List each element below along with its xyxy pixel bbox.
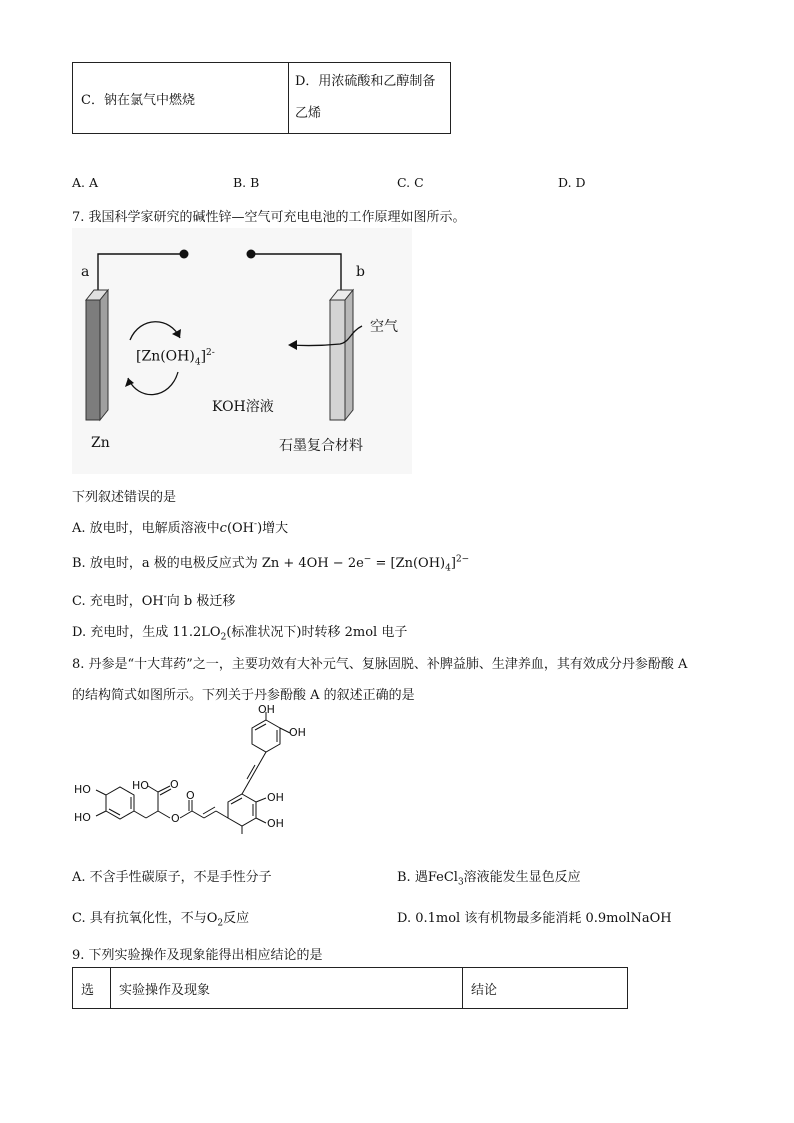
koh-solution-label: KOH溶液 <box>212 399 274 415</box>
q7-option-b-text: B. 放电时，a 极的电极反应式为 <box>72 556 258 571</box>
q9-header-operation: 实验操作及现象 <box>111 968 463 1009</box>
label-o-carbonyl: O <box>186 789 195 802</box>
zincate-ion-close: ] <box>200 348 207 365</box>
terminal-left <box>180 250 189 259</box>
ring-middle <box>228 794 256 826</box>
q6-cell-d-line2: 乙烯 <box>295 106 322 121</box>
terminal-right <box>247 250 256 259</box>
zincate-ion-main: [Zn(OH) <box>136 348 195 365</box>
electrode-a-label: a <box>81 264 90 280</box>
q6-cell-c: C．钠在氯气中燃烧 <box>73 63 289 134</box>
q7-option-b-eq3: ] <box>450 556 456 571</box>
air-label: 空气 <box>370 319 398 335</box>
q7-option-b-eq-sub: 4 <box>445 563 451 574</box>
zincate-ion-label <box>136 348 215 367</box>
q8-option-c-text: C. 具有抗氧化性，不与 <box>72 911 207 926</box>
q7-option-d-sub: 2 <box>220 632 227 643</box>
graphite-electrode-front <box>330 300 345 420</box>
q6-option-b: B. B <box>233 175 260 190</box>
q7-option-b-eq2: = [Zn(OH) <box>371 556 446 571</box>
q7-option-a-c: c <box>219 521 227 536</box>
graphite-electrode-side <box>345 290 353 420</box>
q7-option-d-end: (标准状况下)时转移 2mol 电子 <box>226 625 408 640</box>
q7-option-a-text: A. 放电时，电解质溶液中 <box>72 521 220 536</box>
ring-left <box>106 787 134 819</box>
q9-header-conclusion: 结论 <box>463 968 628 1009</box>
label-oh-3: OH <box>267 791 284 804</box>
q6-option-c: C. C <box>397 175 424 190</box>
label-oh-2: OH <box>289 726 306 739</box>
q7-option-c-text: C. 充电时，OH <box>72 594 164 609</box>
q8-option-b-text: B. 遇 <box>397 870 428 885</box>
zn-label: Zn <box>91 435 110 451</box>
label-oh-4: OH <box>267 817 284 830</box>
q8-stem-line2: 的结构简式如图所示。下列关于丹参酚酸 A 的叙述正确的是 <box>72 688 415 703</box>
q9-table <box>72 967 628 1009</box>
q8-option-c <box>72 907 249 929</box>
q8-option-d: D. 0.1mol 该有机物最多能消耗 0.9molNaOH <box>397 911 672 926</box>
q7-option-d <box>72 621 407 643</box>
q7-option-c-sup: - <box>163 592 167 603</box>
q9-stem: 9. 下列实验操作及现象能得出相应结论的是 <box>72 948 323 963</box>
q7-option-c-end: 向 b 极迁移 <box>166 594 236 609</box>
q8-option-a: A. 不含手性碳原子，不是手性分子 <box>72 870 272 885</box>
q8-option-b <box>397 866 581 888</box>
salvianolic-acid-structure <box>70 703 320 854</box>
q7-option-c <box>72 590 235 609</box>
structure-svg <box>70 706 320 854</box>
q8-option-b-sub: 3 <box>457 877 464 888</box>
electrode-b-label: b <box>356 264 365 280</box>
label-ho-acid: HO <box>132 779 149 792</box>
graphite-label: 石墨复合材料 <box>279 438 363 454</box>
q7-stem: 7. 我国科学家研究的碱性锌—空气可充电电池的工作原理如图所示。 <box>72 210 466 225</box>
zincate-ion-sub: 4 <box>194 357 201 368</box>
q7-option-a-end: )增大 <box>257 521 289 536</box>
q7-option-b-eq: Zn + 4OH − 2e <box>261 556 364 571</box>
q8-option-c-end: 反应 <box>223 911 250 926</box>
q9-header-option: 选 <box>73 968 111 1009</box>
q8-option-b-end: 溶液能发生显色反应 <box>463 870 581 885</box>
q9-table-header-row <box>73 968 628 1009</box>
label-o-acid: O <box>170 778 179 791</box>
q8-option-c-chem: O <box>206 911 218 926</box>
label-oh-1: OH <box>258 703 275 716</box>
q8-option-c-sub: 2 <box>217 918 224 929</box>
q7-option-b-eq-sup2: 2− <box>455 554 470 565</box>
q6-options-table <box>72 62 451 134</box>
q7-option-d-text: D. 充电时，生成 11.2LO <box>72 625 221 640</box>
q7-option-a-sup: - <box>254 519 258 530</box>
q7-option-a-oh: (OH <box>226 521 255 536</box>
zn-electrode-side <box>100 290 108 420</box>
q6-option-a: A. A <box>72 175 99 190</box>
q7-option-b <box>72 552 469 574</box>
label-ho-2: HO <box>74 811 91 824</box>
zincate-ion-charge: 2- <box>206 348 215 358</box>
ring-top <box>252 720 280 752</box>
q6-option-d: D. D <box>558 175 586 190</box>
q7-option-b-eq-sup: − <box>363 554 372 565</box>
q7-option-a <box>72 517 288 536</box>
q6-cell-d-line1: D．用浓硫酸和乙醇制备 <box>295 74 436 89</box>
zn-electrode-front <box>86 300 100 420</box>
q7-prompt: 下列叙述错误的是 <box>72 490 177 505</box>
battery-diagram <box>72 228 412 474</box>
label-ho-1: HO <box>74 783 91 796</box>
q6-cell-d <box>289 63 451 134</box>
q8-stem-line1: 8. 丹参是“十大茸药”之一，主要功效有大补元气、复脉固脱、补脾益肺、生津养血，其有效成分丹参酚酸 A <box>72 657 688 672</box>
label-o-ester: O <box>171 812 180 825</box>
q8-option-b-chem: FeCl <box>427 870 458 885</box>
